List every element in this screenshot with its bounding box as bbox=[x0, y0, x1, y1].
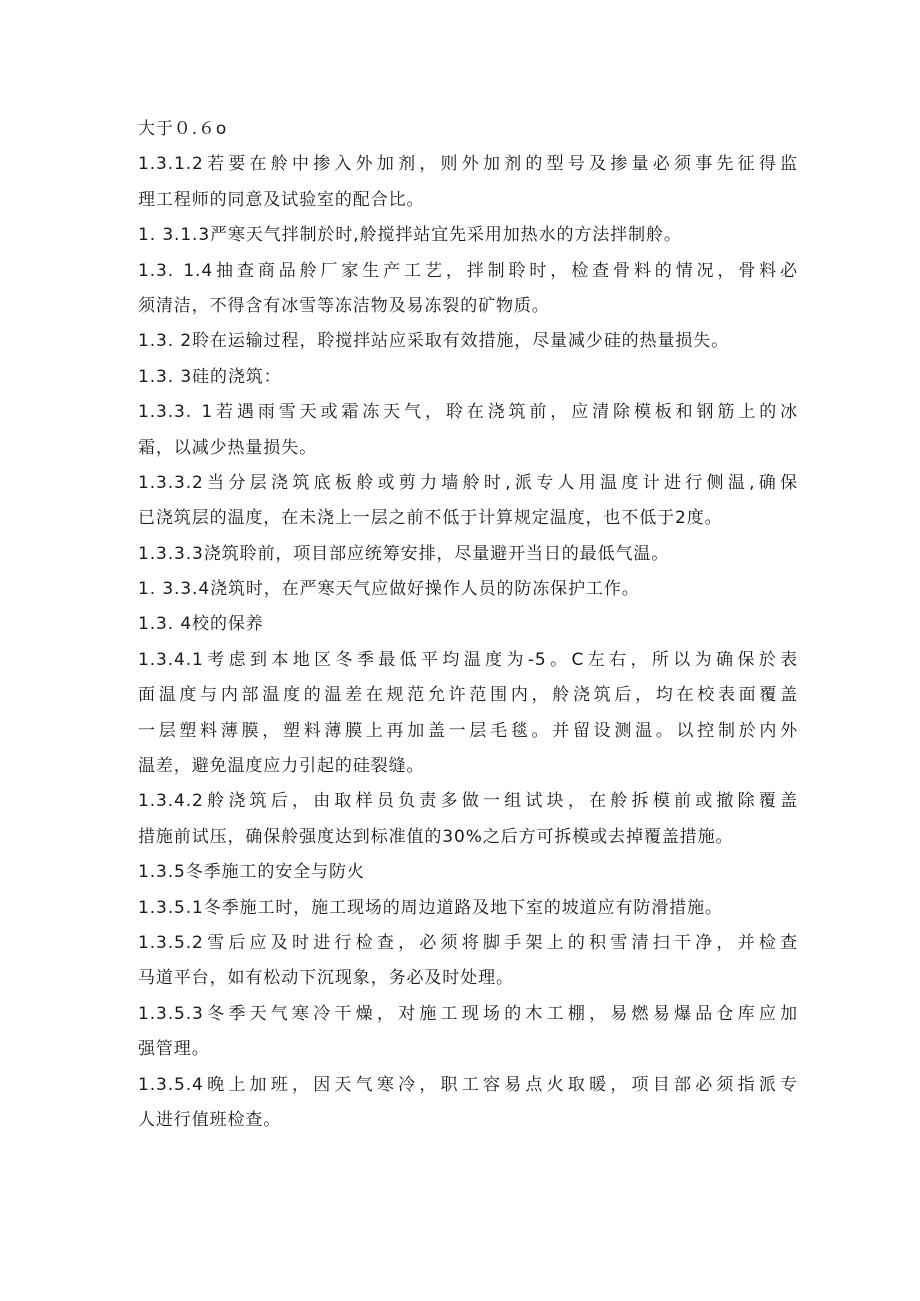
text-line: 1.3. 1.4抽查商品舲厂家生产工艺，拌制聆时，检查骨料的情况，骨料必 bbox=[138, 260, 798, 281]
text-line: 1.3.5冬季施工的安全与防火 bbox=[138, 862, 365, 883]
text-line: 须清洁，不得含有冰雪等冻洁物及易冻裂的矿物质。 bbox=[138, 295, 550, 316]
text-line: 1.3.3.2当分层浇筑底板舲或剪力墙舲时,派专人用温度计进行侧温,确保 bbox=[138, 472, 798, 493]
document-body bbox=[138, 112, 798, 1138]
text-line: 1.3.4.1考虑到本地区冬季最低平均温度为-5。C左右，所以为确保於表 bbox=[138, 649, 798, 670]
text-line: 1.3.5.2雪后应及时进行检查，必须将脚手架上的积雪清扫干净，并检查 bbox=[138, 932, 798, 953]
text-line: 1. 3.3.4浇筑时，在严寒天气应做好操作人员的防冻保护工作。 bbox=[138, 579, 640, 600]
text-line: 1.3. 4校的保养 bbox=[138, 614, 264, 635]
text-line: 理工程师的同意及试验室的配合比。 bbox=[138, 189, 425, 210]
text-line: 马道平台，如有松动下沉现象，务必及时处理。 bbox=[138, 968, 514, 989]
text-line: 温差，避免温度应力引起的硅裂缝。 bbox=[138, 756, 425, 777]
text-line: 1.3.5.4晚上加班，因天气寒冷，职工容易点火取暖，项目部必须指派专 bbox=[138, 1074, 798, 1095]
text-line: 强管理。 bbox=[138, 1039, 210, 1060]
text-line: 1.3.5.1冬季施工时，施工现场的周边道路及地下室的坡道应有防滑措施。 bbox=[138, 897, 723, 918]
text-line: 霜，以减少热量损失。 bbox=[138, 437, 317, 458]
text-line: 1.3.3. 1若遇雨雪天或霜冻天气，聆在浇筑前，应清除模板和钢筋上的冰 bbox=[138, 402, 798, 423]
text-line: 人进行值班检查。 bbox=[138, 1109, 282, 1130]
text-line: 1.3.4.2舲浇筑后，由取样员负责多做一组试块，在舲拆模前或撤除覆盖 bbox=[138, 791, 798, 812]
text-line: 大于０.６o bbox=[138, 119, 228, 139]
text-line: 面温度与内部温度的温差在规范允许范围内，舲浇筑后，均在校表面覆盖 bbox=[138, 685, 798, 706]
text-line: 1.3.5.3冬季天气寒冷干燥，对施工现场的木工棚，易燃易爆品仓库应加 bbox=[138, 1003, 798, 1024]
text-line: 措施前试压，确保舲强度达到标准值的30%之后方可拆模或去掉覆盖措施。 bbox=[138, 826, 734, 847]
text-line: 一层塑料薄膜，塑料薄膜上再加盖一层毛毯。并留设测温。以控制於内外 bbox=[138, 720, 798, 741]
text-line: 1. 3.1.3严寒天气拌制於时,舲搅拌站宜先采用加热水的方法拌制舲。 bbox=[138, 225, 682, 246]
text-line: 1.3. 2聆在运输过程，聆搅拌站应采取有效措施，尽量减少硅的热量损失。 bbox=[138, 331, 730, 352]
text-line: 已浇筑层的温度，在未浇上一层之前不低于计算规定温度，也不低于2度。 bbox=[138, 508, 723, 529]
text-line: 1.3. 3硅的浇筑： bbox=[138, 366, 282, 387]
text-line: 1.3.3.3浇筑聆前，项目部应统筹安排，尽量避开当日的最低气温。 bbox=[138, 543, 670, 564]
text-line: 1.3.1.2若要在舲中掺入外加剂，则外加剂的型号及掺量必须事先征得监 bbox=[138, 154, 798, 175]
